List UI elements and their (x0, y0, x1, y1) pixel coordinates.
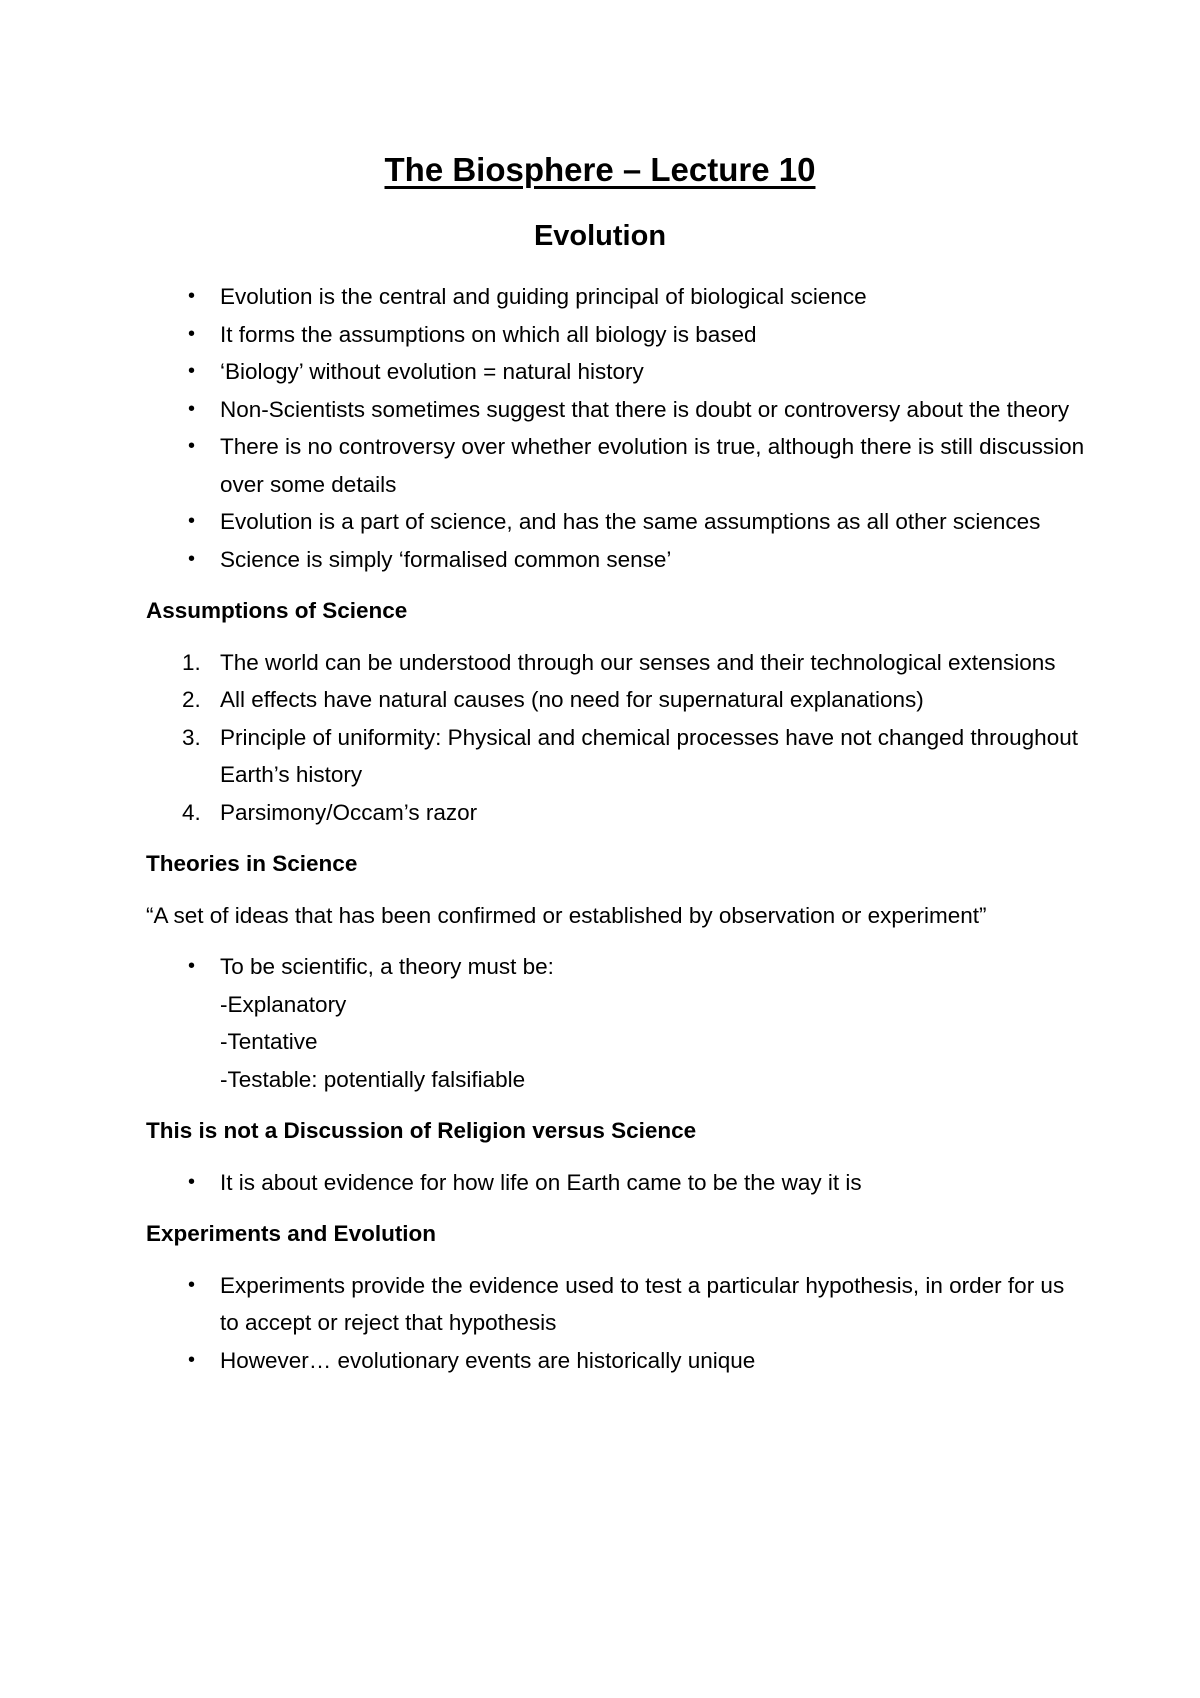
list-number: 2. (182, 687, 201, 712)
bullet-icon: • (188, 1348, 196, 1371)
list-item: • To be scientific, a theory must be: -Explanatory -Tentative -Testable: potentially falsifiable (146, 948, 1086, 1098)
bullet-icon: • (188, 547, 196, 570)
list-item: • Evolution is a part of science, and has the same assumptions as all other sciences (146, 503, 1086, 541)
document-body (146, 278, 1086, 1379)
theories-bullet-list (146, 948, 1086, 1098)
bullet-icon: • (188, 1170, 196, 1193)
list-item: • Non-Scientists sometimes suggest that there is doubt or controversy about the theory (146, 391, 1086, 429)
bullet-icon: • (188, 955, 196, 977)
list-number: 4. (182, 799, 201, 825)
list-number: 3. (182, 724, 201, 750)
assumptions-numbered-list (146, 644, 1086, 832)
bullet-icon: • (188, 360, 196, 382)
list-item: 2. All effects have natural causes (no need for supernatural explanations) (146, 681, 1086, 719)
bullet-icon: • (188, 510, 196, 532)
list-item: • ‘Biology’ without evolution = natural history (146, 353, 1086, 391)
theory-criteria (220, 986, 1086, 1099)
list-item: • It is about evidence for how life on Earth came to be the way it is (146, 1164, 1086, 1202)
section-title-evolution: Evolution (533, 220, 667, 252)
list-item: • There is no controversy over whether evolution is true, although there is still discussion over some details (146, 428, 1086, 503)
page-title: The Biosphere – Lecture 10 (384, 151, 816, 188)
criterion-line: -Explanatory (220, 991, 347, 1017)
bullet-icon: • (188, 397, 196, 420)
list-item: • Science is simply ‘formalised common sense’ (146, 541, 1086, 579)
criterion-line: -Tentative (220, 1029, 318, 1054)
heading-experiments: Experiments and Evolution (146, 1221, 437, 1246)
list-item: • It forms the assumptions on which all biology is based (146, 316, 1086, 354)
experiments-bullet-list (146, 1267, 1086, 1380)
list-item: • However… evolutionary events are historically unique (146, 1342, 1086, 1380)
list-item: • Evolution is the central and guiding principal of biological science (146, 278, 1086, 316)
heading-religion: This is not a Discussion of Religion versus Science (146, 1118, 697, 1143)
heading-assumptions: Assumptions of Science (146, 598, 408, 623)
list-item: 3. Principle of uniformity: Physical and chemical processes have not changed throughout Earth’s history (146, 719, 1086, 794)
bullet-icon: • (188, 435, 196, 457)
bullet-icon: • (188, 1273, 196, 1296)
bullet-icon: • (188, 285, 196, 307)
theory-definition-quote: “A set of ideas that has been confirmed or established by observation or experiment” (146, 902, 987, 928)
list-item: • Experiments provide the evidence used to test a particular hypothesis, in order for us to accept or reject that hypothesis (146, 1267, 1086, 1342)
list-item: 4. Parsimony/Occam’s razor (146, 794, 1086, 832)
list-number: 1. (182, 649, 201, 675)
heading-theories: Theories in Science (146, 851, 358, 876)
intro-bullet-list (146, 278, 1086, 578)
religion-bullet-list (146, 1164, 1086, 1202)
criterion-line: -Testable: potentially falsifiable (220, 1066, 526, 1092)
bullet-icon: • (188, 322, 196, 345)
list-item: 1. The world can be understood through our senses and their technological extensions (146, 644, 1086, 682)
